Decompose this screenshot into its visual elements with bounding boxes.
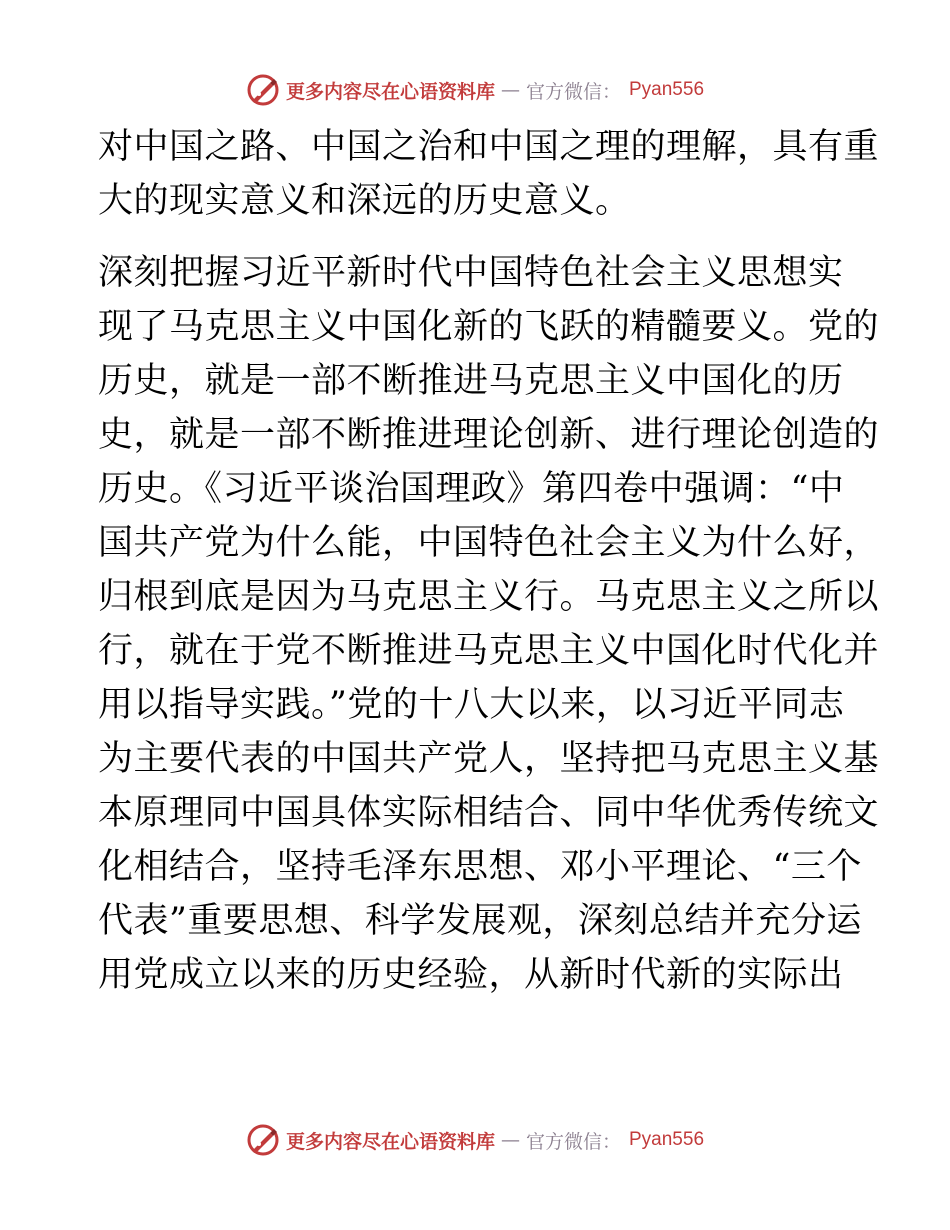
footer-banner: [0, 1120, 950, 1160]
banner-dash: —: [500, 79, 520, 101]
wechat-label: 官方微信：: [525, 1130, 621, 1153]
text-line: 为主要代表的中国共产党人，坚持把马克思主义基: [98, 739, 880, 779]
document-body: [98, 120, 880, 1002]
text-line: 本原理同中国具体实际相结合、同中华优秀传统文: [98, 793, 880, 833]
text-line: 国共产党为什么能，中国特色社会主义为什么好，: [98, 523, 880, 563]
header-banner: [0, 70, 950, 110]
paragraph-1: [98, 120, 880, 228]
text-line: 代表”重要思想、科学发展观，深刻总结并充分运: [98, 901, 862, 941]
text-line: 历史，就是一部不断推进马克思主义中国化的历: [98, 361, 844, 401]
site-name: 更多内容尽在心语资料库: [285, 80, 495, 103]
text-line: 大的现实意义和深远的历史意义。: [98, 181, 631, 221]
banner-dash: —: [500, 1129, 520, 1151]
text-line: 用党成立以来的历史经验，从新时代新的实际出: [98, 955, 844, 995]
pen-logo-icon: [246, 73, 280, 107]
text-line: 用以指导实践。”党的十八大以来，以习近平同志: [98, 685, 845, 725]
text-line: 对中国之路、中国之治和中国之理的理解，具有重: [98, 127, 880, 167]
text-line: 现了马克思主义中国化新的飞跃的精髓要义。党的: [98, 307, 880, 347]
paragraph-2: [98, 246, 880, 1002]
text-line: 史，就是一部不断推进理论创新、进行理论创造的: [98, 415, 880, 455]
text-line: 深刻把握习近平新时代中国特色社会主义思想实: [98, 253, 844, 293]
wechat-id: Pyan556: [629, 1129, 705, 1150]
wechat-id: Pyan556: [629, 79, 705, 100]
site-name: 更多内容尽在心语资料库: [285, 1130, 495, 1153]
text-line: 历史。《习近平谈治国理政》第四卷中强调：“中: [98, 469, 845, 509]
text-line: 归根到底是因为马克思主义行。马克思主义之所以: [98, 577, 880, 617]
text-line: 行，就在于党不断推进马克思主义中国化时代化并: [98, 631, 880, 671]
wechat-label: 官方微信：: [525, 80, 621, 103]
pen-logo-icon: [246, 1123, 280, 1157]
text-line: 化相结合，坚持毛泽东思想、邓小平理论、“三个: [98, 847, 862, 887]
